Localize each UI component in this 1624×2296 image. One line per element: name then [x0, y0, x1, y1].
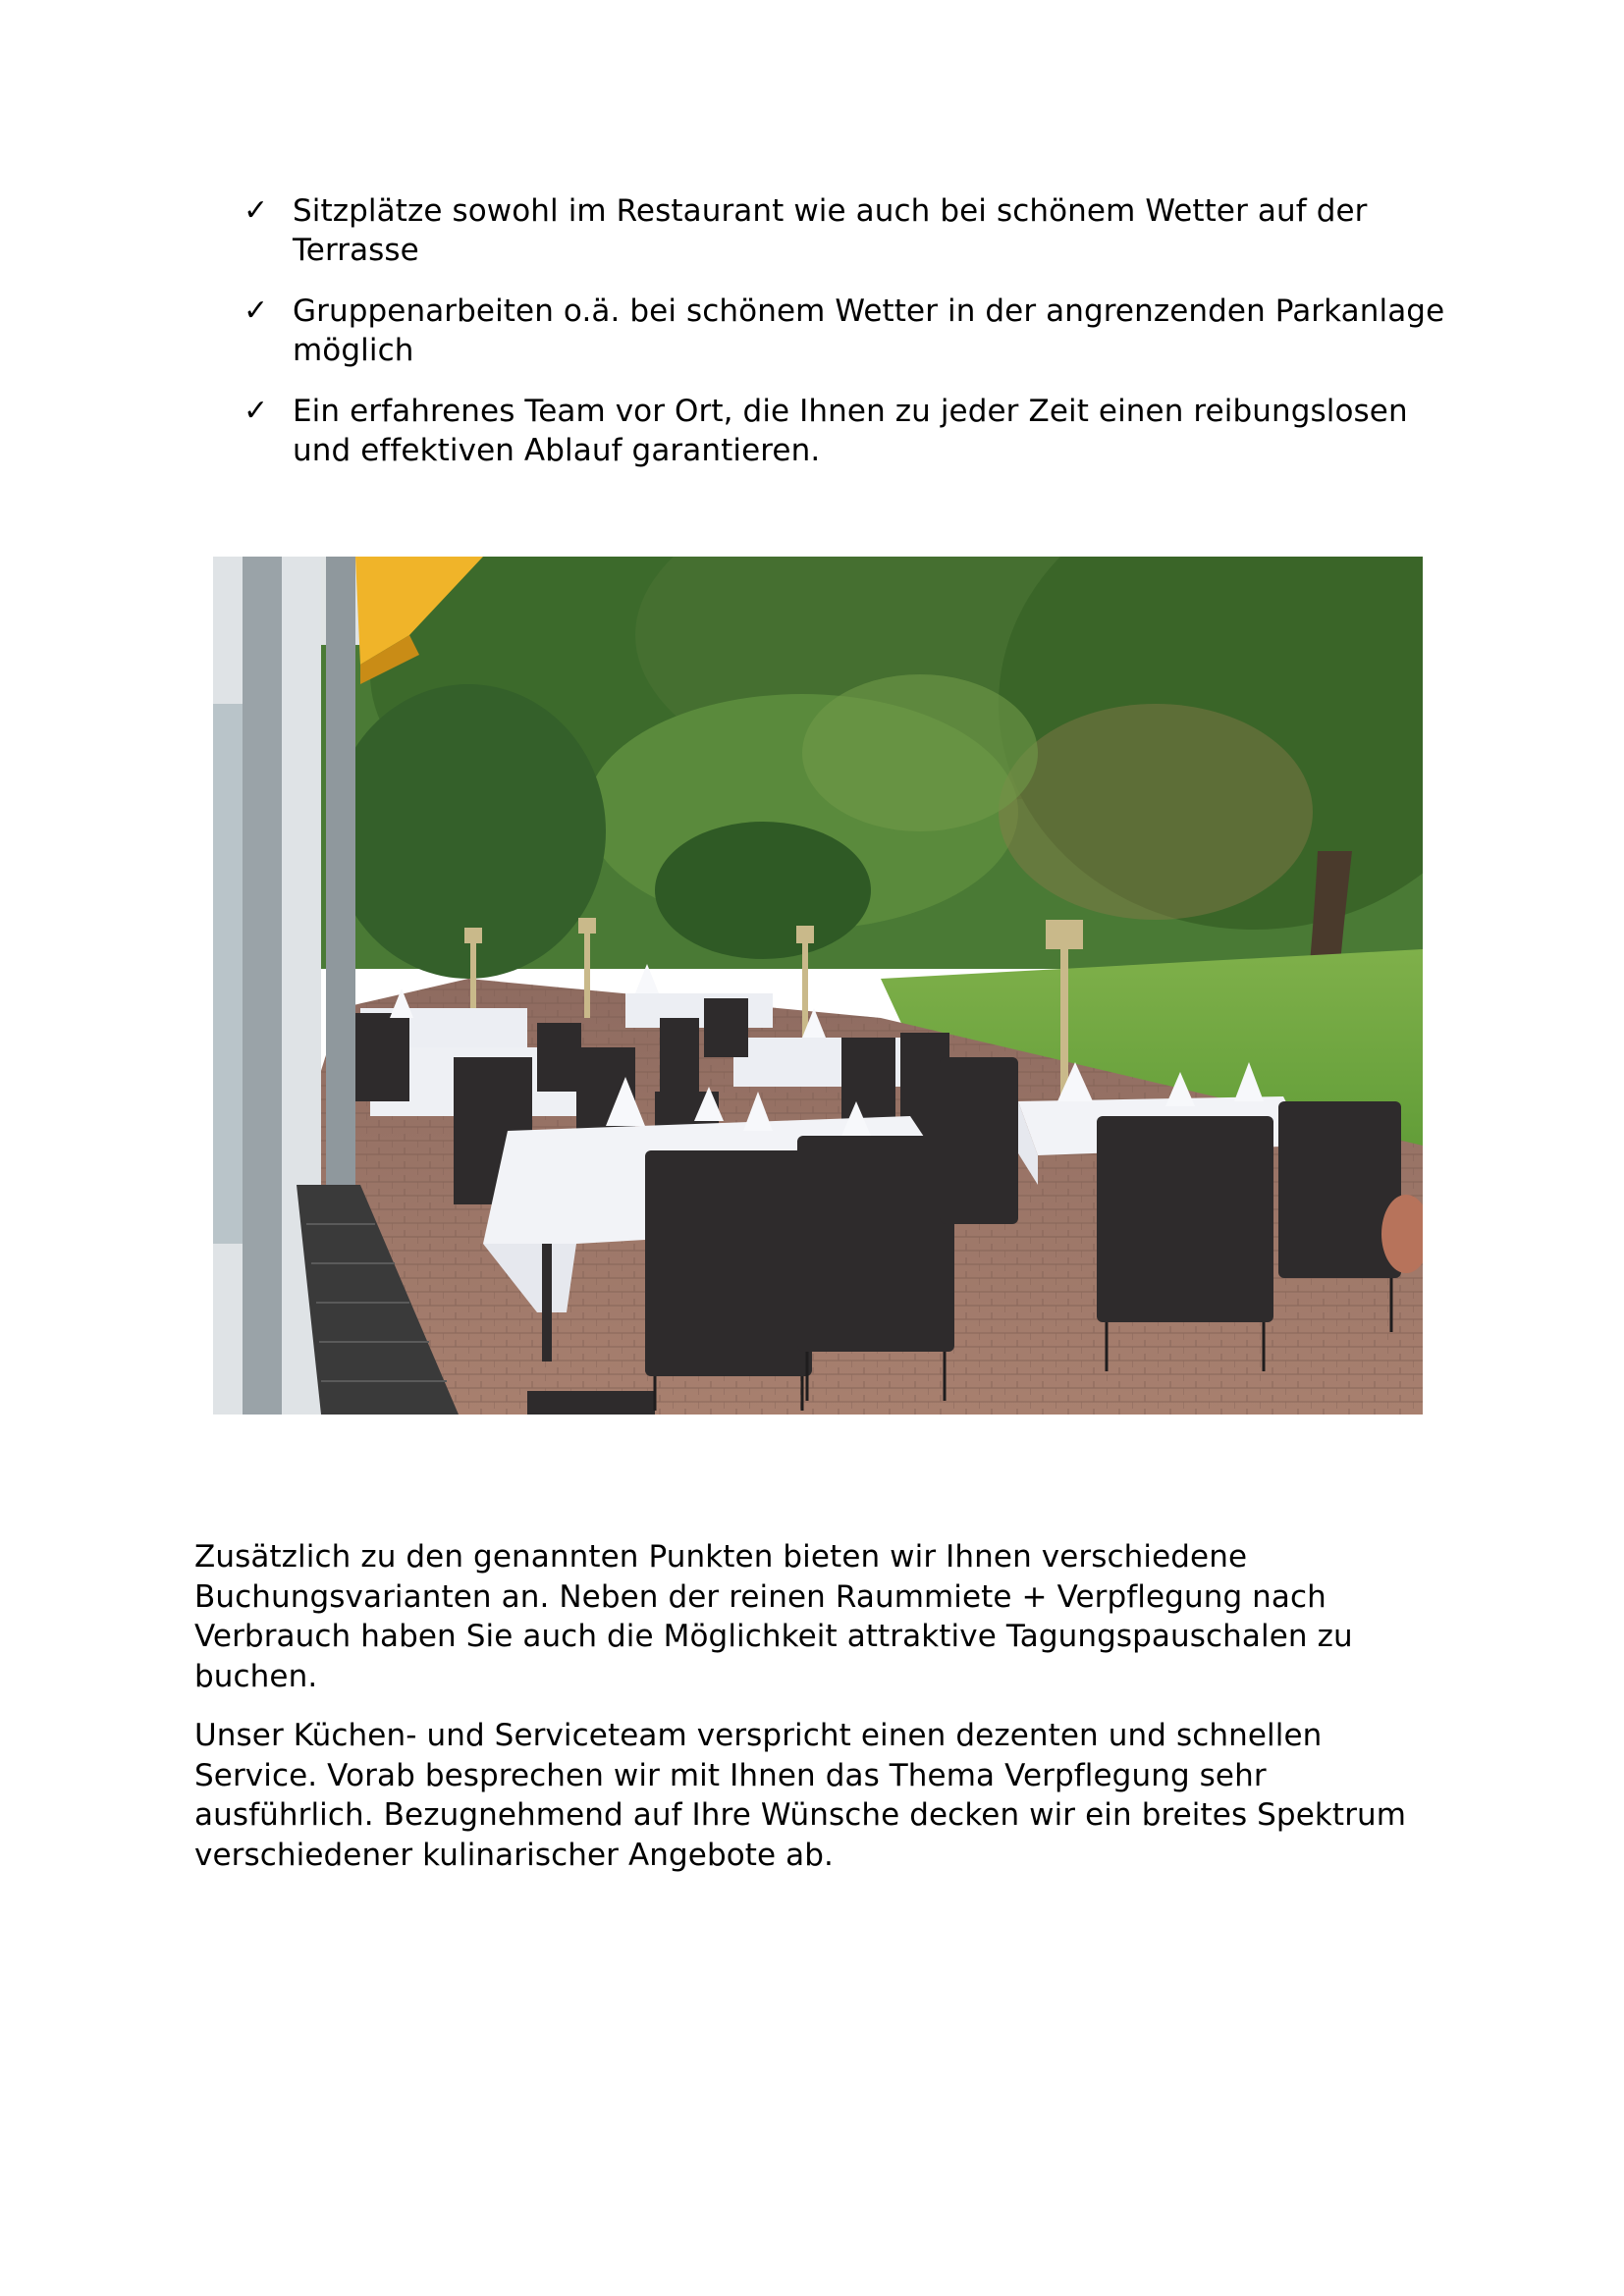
window-frame	[213, 704, 243, 1244]
body-text	[194, 1537, 1461, 1895]
checkmark-icon: ✓	[244, 294, 269, 328]
checklist-item-text: Gruppenarbeiten o.ä. bei schönem Wetter in der angrenzenden Parkanlage möglich	[293, 294, 1445, 368]
feature-checklist	[244, 191, 1451, 492]
checklist-item-text: Ein erfahrenes Team vor Ort, die Ihnen zu jeder Zeit einen reibungslosen und effektiven Ablauf garantieren.	[293, 394, 1408, 468]
paragraph: Zusätzlich zu den genannten Punkten bieten wir Ihnen verschiedene Buchungsvarianten an. Neben der reinen Raummiete + Verpflegung nach Verbrauch haben Sie auch die Möglichkeit attraktive Tagungspauschalen zu buchen.	[194, 1539, 1353, 1694]
checklist-item	[244, 191, 1451, 270]
tree-canopy	[331, 557, 1423, 979]
support-column	[243, 557, 282, 1415]
checklist-item	[244, 292, 1451, 370]
terrace-photo	[213, 557, 1423, 1415]
checklist-item-text: Sitzplätze sowohl im Restaurant wie auch bei schönem Wetter auf der Terrasse	[293, 193, 1368, 268]
checkmark-icon: ✓	[244, 193, 269, 228]
terrace-photo-illustration	[213, 557, 1423, 1415]
checkmark-icon: ✓	[244, 394, 269, 428]
paragraph: Unser Küchen- und Serviceteam verspricht einen dezenten und schnellen Service. Vorab besprechen wir mit Ihnen das Thema Verpflegung sehr ausführlich. Bezugnehmend auf Ihre Wünsche decken wir ein breites Spektrum verschiedener kulinarischer Angebote ab.	[194, 1718, 1407, 1873]
checklist-item	[244, 392, 1451, 470]
